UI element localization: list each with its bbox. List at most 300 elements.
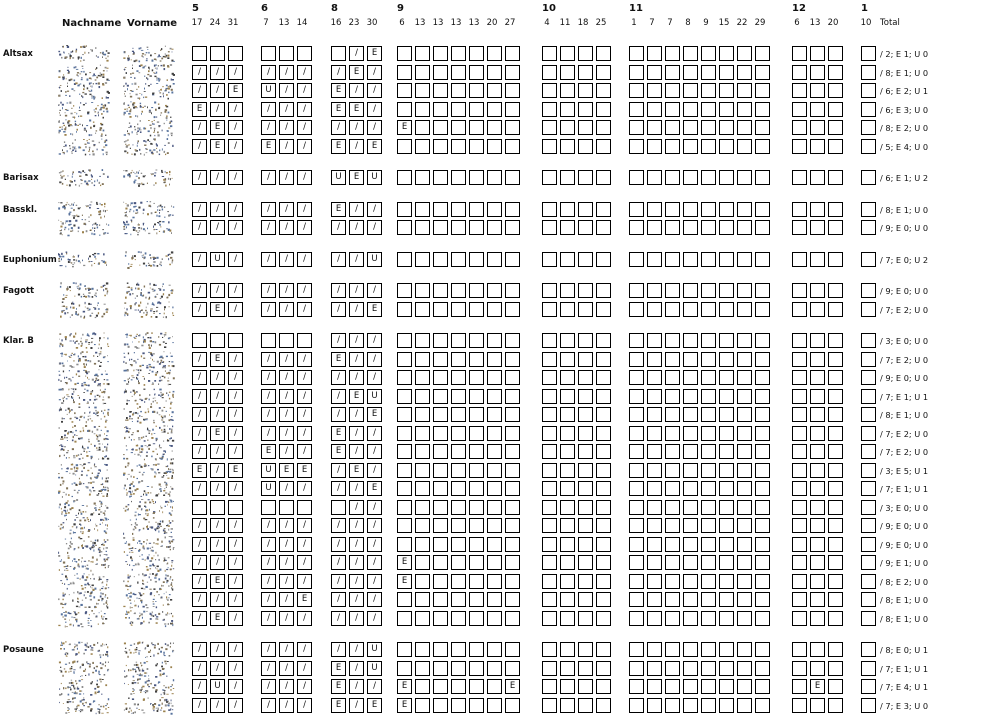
attendance-cell[interactable] bbox=[397, 481, 412, 496]
attendance-cell[interactable] bbox=[665, 283, 680, 298]
attendance-cell[interactable] bbox=[792, 46, 807, 61]
attendance-cell[interactable] bbox=[861, 698, 876, 713]
attendance-cell[interactable] bbox=[792, 444, 807, 459]
attendance-cell[interactable]: E bbox=[367, 407, 382, 422]
attendance-cell[interactable] bbox=[701, 555, 716, 570]
attendance-cell[interactable] bbox=[755, 500, 770, 515]
attendance-cell[interactable] bbox=[415, 698, 430, 713]
attendance-cell[interactable]: / bbox=[192, 252, 207, 267]
attendance-cell[interactable] bbox=[737, 370, 752, 385]
attendance-cell[interactable] bbox=[701, 139, 716, 154]
attendance-cell[interactable] bbox=[755, 407, 770, 422]
attendance-cell[interactable] bbox=[665, 574, 680, 589]
attendance-cell[interactable] bbox=[647, 611, 662, 626]
attendance-cell[interactable] bbox=[433, 574, 448, 589]
attendance-cell[interactable] bbox=[629, 352, 644, 367]
attendance-cell[interactable] bbox=[578, 170, 593, 185]
attendance-cell[interactable]: / bbox=[279, 370, 294, 385]
attendance-cell[interactable]: / bbox=[331, 518, 346, 533]
attendance-cell[interactable] bbox=[596, 463, 611, 478]
attendance-cell[interactable]: / bbox=[228, 170, 243, 185]
attendance-cell[interactable] bbox=[647, 302, 662, 317]
attendance-cell[interactable]: E bbox=[228, 463, 243, 478]
attendance-cell[interactable] bbox=[719, 611, 734, 626]
attendance-cell[interactable] bbox=[737, 611, 752, 626]
attendance-cell[interactable] bbox=[828, 352, 843, 367]
attendance-cell[interactable] bbox=[810, 283, 825, 298]
attendance-cell[interactable] bbox=[578, 46, 593, 61]
attendance-cell[interactable] bbox=[415, 679, 430, 694]
attendance-cell[interactable] bbox=[701, 679, 716, 694]
attendance-cell[interactable]: E bbox=[210, 139, 225, 154]
attendance-cell[interactable] bbox=[629, 83, 644, 98]
attendance-cell[interactable]: / bbox=[261, 426, 276, 441]
attendance-cell[interactable] bbox=[719, 352, 734, 367]
attendance-cell[interactable]: / bbox=[349, 252, 364, 267]
attendance-cell[interactable] bbox=[665, 444, 680, 459]
attendance-cell[interactable] bbox=[792, 352, 807, 367]
attendance-cell[interactable]: / bbox=[210, 661, 225, 676]
attendance-cell[interactable] bbox=[469, 481, 484, 496]
attendance-cell[interactable] bbox=[505, 592, 520, 607]
attendance-cell[interactable] bbox=[629, 537, 644, 552]
attendance-cell[interactable]: / bbox=[279, 302, 294, 317]
attendance-cell[interactable]: / bbox=[331, 407, 346, 422]
attendance-cell[interactable] bbox=[719, 592, 734, 607]
attendance-cell[interactable] bbox=[737, 500, 752, 515]
attendance-cell[interactable] bbox=[505, 389, 520, 404]
attendance-cell[interactable] bbox=[792, 426, 807, 441]
attendance-cell[interactable] bbox=[792, 139, 807, 154]
attendance-cell[interactable]: / bbox=[367, 555, 382, 570]
attendance-cell[interactable] bbox=[719, 252, 734, 267]
attendance-cell[interactable] bbox=[210, 500, 225, 515]
attendance-cell[interactable] bbox=[451, 661, 466, 676]
attendance-cell[interactable]: / bbox=[210, 444, 225, 459]
attendance-cell[interactable] bbox=[433, 537, 448, 552]
attendance-cell[interactable]: / bbox=[192, 481, 207, 496]
attendance-cell[interactable] bbox=[701, 333, 716, 348]
attendance-cell[interactable]: / bbox=[279, 679, 294, 694]
attendance-cell[interactable] bbox=[560, 102, 575, 117]
attendance-cell[interactable] bbox=[792, 642, 807, 657]
attendance-cell[interactable] bbox=[596, 83, 611, 98]
attendance-cell[interactable] bbox=[578, 302, 593, 317]
attendance-cell[interactable]: / bbox=[210, 642, 225, 657]
attendance-cell[interactable] bbox=[596, 252, 611, 267]
attendance-cell[interactable] bbox=[505, 252, 520, 267]
attendance-cell[interactable]: E bbox=[367, 481, 382, 496]
attendance-cell[interactable] bbox=[578, 555, 593, 570]
attendance-cell[interactable] bbox=[578, 611, 593, 626]
attendance-cell[interactable] bbox=[487, 252, 502, 267]
attendance-cell[interactable] bbox=[792, 333, 807, 348]
attendance-cell[interactable] bbox=[719, 698, 734, 713]
attendance-cell[interactable] bbox=[665, 370, 680, 385]
attendance-cell[interactable] bbox=[578, 120, 593, 135]
attendance-cell[interactable] bbox=[505, 302, 520, 317]
attendance-cell[interactable]: / bbox=[192, 698, 207, 713]
attendance-cell[interactable] bbox=[683, 352, 698, 367]
attendance-cell[interactable] bbox=[665, 333, 680, 348]
attendance-cell[interactable] bbox=[810, 698, 825, 713]
attendance-cell[interactable] bbox=[701, 444, 716, 459]
attendance-cell[interactable] bbox=[596, 574, 611, 589]
attendance-cell[interactable]: / bbox=[279, 642, 294, 657]
attendance-cell[interactable] bbox=[755, 139, 770, 154]
attendance-cell[interactable] bbox=[560, 170, 575, 185]
attendance-cell[interactable]: U bbox=[261, 463, 276, 478]
attendance-cell[interactable] bbox=[665, 139, 680, 154]
attendance-cell[interactable] bbox=[629, 555, 644, 570]
attendance-cell[interactable] bbox=[433, 46, 448, 61]
attendance-cell[interactable] bbox=[629, 463, 644, 478]
attendance-cell[interactable] bbox=[596, 698, 611, 713]
attendance-cell[interactable] bbox=[861, 46, 876, 61]
attendance-cell[interactable] bbox=[451, 518, 466, 533]
attendance-cell[interactable] bbox=[542, 170, 557, 185]
attendance-cell[interactable] bbox=[469, 555, 484, 570]
attendance-cell[interactable] bbox=[665, 170, 680, 185]
attendance-cell[interactable] bbox=[683, 252, 698, 267]
attendance-cell[interactable] bbox=[810, 463, 825, 478]
attendance-cell[interactable] bbox=[737, 220, 752, 235]
attendance-cell[interactable] bbox=[665, 642, 680, 657]
attendance-cell[interactable] bbox=[433, 389, 448, 404]
attendance-cell[interactable]: / bbox=[261, 283, 276, 298]
attendance-cell[interactable] bbox=[629, 481, 644, 496]
attendance-cell[interactable] bbox=[560, 65, 575, 80]
attendance-cell[interactable] bbox=[469, 537, 484, 552]
attendance-cell[interactable] bbox=[505, 370, 520, 385]
attendance-cell[interactable]: / bbox=[367, 202, 382, 217]
attendance-cell[interactable] bbox=[701, 407, 716, 422]
attendance-cell[interactable] bbox=[469, 170, 484, 185]
attendance-cell[interactable]: / bbox=[261, 574, 276, 589]
attendance-cell[interactable] bbox=[792, 698, 807, 713]
attendance-cell[interactable]: / bbox=[192, 139, 207, 154]
attendance-cell[interactable] bbox=[397, 170, 412, 185]
attendance-cell[interactable]: E bbox=[331, 352, 346, 367]
attendance-cell[interactable] bbox=[397, 463, 412, 478]
attendance-cell[interactable]: / bbox=[261, 407, 276, 422]
attendance-cell[interactable] bbox=[647, 283, 662, 298]
attendance-cell[interactable] bbox=[701, 481, 716, 496]
attendance-cell[interactable] bbox=[861, 283, 876, 298]
attendance-cell[interactable] bbox=[397, 389, 412, 404]
attendance-cell[interactable] bbox=[719, 202, 734, 217]
attendance-cell[interactable]: / bbox=[261, 102, 276, 117]
attendance-cell[interactable] bbox=[828, 679, 843, 694]
attendance-cell[interactable]: / bbox=[279, 537, 294, 552]
attendance-cell[interactable] bbox=[505, 574, 520, 589]
attendance-cell[interactable] bbox=[415, 444, 430, 459]
attendance-cell[interactable]: / bbox=[367, 283, 382, 298]
attendance-cell[interactable]: / bbox=[192, 302, 207, 317]
attendance-cell[interactable] bbox=[647, 661, 662, 676]
attendance-cell[interactable] bbox=[451, 283, 466, 298]
attendance-cell[interactable]: E bbox=[331, 83, 346, 98]
attendance-cell[interactable] bbox=[451, 170, 466, 185]
attendance-cell[interactable] bbox=[560, 426, 575, 441]
attendance-cell[interactable]: / bbox=[192, 592, 207, 607]
attendance-cell[interactable] bbox=[665, 555, 680, 570]
attendance-cell[interactable] bbox=[578, 220, 593, 235]
attendance-cell[interactable] bbox=[861, 500, 876, 515]
attendance-cell[interactable]: / bbox=[279, 252, 294, 267]
attendance-cell[interactable] bbox=[828, 537, 843, 552]
attendance-cell[interactable] bbox=[542, 102, 557, 117]
attendance-cell[interactable] bbox=[578, 642, 593, 657]
attendance-cell[interactable] bbox=[737, 574, 752, 589]
attendance-cell[interactable] bbox=[665, 120, 680, 135]
attendance-cell[interactable] bbox=[596, 202, 611, 217]
attendance-cell[interactable]: / bbox=[192, 518, 207, 533]
attendance-cell[interactable] bbox=[792, 283, 807, 298]
attendance-cell[interactable] bbox=[719, 679, 734, 694]
attendance-cell[interactable] bbox=[542, 283, 557, 298]
attendance-cell[interactable] bbox=[629, 333, 644, 348]
attendance-cell[interactable] bbox=[755, 120, 770, 135]
attendance-cell[interactable] bbox=[629, 302, 644, 317]
attendance-cell[interactable] bbox=[755, 518, 770, 533]
attendance-cell[interactable]: E bbox=[297, 463, 312, 478]
attendance-cell[interactable]: / bbox=[349, 139, 364, 154]
attendance-cell[interactable] bbox=[560, 611, 575, 626]
attendance-cell[interactable] bbox=[433, 463, 448, 478]
attendance-cell[interactable] bbox=[683, 463, 698, 478]
attendance-cell[interactable] bbox=[469, 120, 484, 135]
attendance-cell[interactable] bbox=[737, 463, 752, 478]
attendance-cell[interactable]: / bbox=[279, 426, 294, 441]
attendance-cell[interactable] bbox=[433, 518, 448, 533]
attendance-cell[interactable] bbox=[665, 389, 680, 404]
attendance-cell[interactable] bbox=[469, 370, 484, 385]
attendance-cell[interactable]: / bbox=[279, 83, 294, 98]
attendance-cell[interactable]: / bbox=[297, 283, 312, 298]
attendance-cell[interactable] bbox=[755, 283, 770, 298]
attendance-cell[interactable] bbox=[665, 46, 680, 61]
attendance-cell[interactable] bbox=[828, 252, 843, 267]
attendance-cell[interactable] bbox=[665, 83, 680, 98]
attendance-cell[interactable]: U bbox=[367, 252, 382, 267]
attendance-cell[interactable] bbox=[228, 46, 243, 61]
attendance-cell[interactable] bbox=[505, 220, 520, 235]
attendance-cell[interactable] bbox=[415, 389, 430, 404]
attendance-cell[interactable] bbox=[505, 65, 520, 80]
attendance-cell[interactable] bbox=[719, 444, 734, 459]
attendance-cell[interactable] bbox=[578, 102, 593, 117]
attendance-cell[interactable] bbox=[505, 661, 520, 676]
attendance-cell[interactable] bbox=[737, 642, 752, 657]
attendance-cell[interactable]: E bbox=[367, 302, 382, 317]
attendance-cell[interactable]: / bbox=[297, 102, 312, 117]
attendance-cell[interactable] bbox=[560, 592, 575, 607]
attendance-cell[interactable]: / bbox=[297, 120, 312, 135]
attendance-cell[interactable] bbox=[451, 83, 466, 98]
attendance-cell[interactable] bbox=[415, 592, 430, 607]
attendance-cell[interactable] bbox=[469, 698, 484, 713]
attendance-cell[interactable] bbox=[542, 426, 557, 441]
attendance-cell[interactable] bbox=[629, 444, 644, 459]
attendance-cell[interactable] bbox=[719, 518, 734, 533]
attendance-cell[interactable]: / bbox=[210, 389, 225, 404]
attendance-cell[interactable] bbox=[647, 333, 662, 348]
attendance-cell[interactable] bbox=[542, 407, 557, 422]
attendance-cell[interactable] bbox=[397, 426, 412, 441]
attendance-cell[interactable]: / bbox=[228, 202, 243, 217]
attendance-cell[interactable]: / bbox=[228, 518, 243, 533]
attendance-cell[interactable] bbox=[560, 481, 575, 496]
attendance-cell[interactable]: E bbox=[349, 463, 364, 478]
attendance-cell[interactable]: / bbox=[210, 283, 225, 298]
attendance-cell[interactable] bbox=[792, 202, 807, 217]
attendance-cell[interactable]: / bbox=[228, 679, 243, 694]
attendance-cell[interactable] bbox=[451, 555, 466, 570]
attendance-cell[interactable] bbox=[578, 698, 593, 713]
attendance-cell[interactable] bbox=[683, 642, 698, 657]
attendance-cell[interactable] bbox=[560, 407, 575, 422]
attendance-cell[interactable] bbox=[861, 65, 876, 80]
attendance-cell[interactable]: / bbox=[297, 481, 312, 496]
attendance-cell[interactable] bbox=[578, 283, 593, 298]
attendance-cell[interactable] bbox=[505, 120, 520, 135]
attendance-cell[interactable] bbox=[542, 252, 557, 267]
attendance-cell[interactable] bbox=[279, 46, 294, 61]
attendance-cell[interactable]: / bbox=[228, 389, 243, 404]
attendance-cell[interactable]: / bbox=[331, 283, 346, 298]
attendance-cell[interactable] bbox=[861, 518, 876, 533]
attendance-cell[interactable]: / bbox=[297, 518, 312, 533]
attendance-cell[interactable] bbox=[596, 352, 611, 367]
attendance-cell[interactable] bbox=[451, 463, 466, 478]
attendance-cell[interactable] bbox=[451, 698, 466, 713]
attendance-cell[interactable]: / bbox=[228, 302, 243, 317]
attendance-cell[interactable] bbox=[719, 537, 734, 552]
attendance-cell[interactable] bbox=[451, 252, 466, 267]
attendance-cell[interactable]: E bbox=[349, 170, 364, 185]
attendance-cell[interactable]: / bbox=[210, 102, 225, 117]
attendance-cell[interactable] bbox=[755, 302, 770, 317]
attendance-cell[interactable] bbox=[810, 252, 825, 267]
attendance-cell[interactable] bbox=[755, 83, 770, 98]
attendance-cell[interactable]: / bbox=[210, 370, 225, 385]
attendance-cell[interactable] bbox=[487, 202, 502, 217]
attendance-cell[interactable]: / bbox=[192, 444, 207, 459]
attendance-cell[interactable] bbox=[415, 500, 430, 515]
attendance-cell[interactable] bbox=[683, 102, 698, 117]
attendance-cell[interactable] bbox=[719, 642, 734, 657]
attendance-cell[interactable] bbox=[451, 407, 466, 422]
attendance-cell[interactable] bbox=[810, 170, 825, 185]
attendance-cell[interactable] bbox=[433, 170, 448, 185]
attendance-cell[interactable]: / bbox=[331, 370, 346, 385]
attendance-cell[interactable] bbox=[792, 611, 807, 626]
attendance-cell[interactable] bbox=[792, 407, 807, 422]
attendance-cell[interactable]: / bbox=[261, 352, 276, 367]
attendance-cell[interactable] bbox=[487, 518, 502, 533]
attendance-cell[interactable]: / bbox=[279, 170, 294, 185]
attendance-cell[interactable] bbox=[487, 170, 502, 185]
attendance-cell[interactable] bbox=[701, 698, 716, 713]
attendance-cell[interactable]: / bbox=[331, 555, 346, 570]
attendance-cell[interactable] bbox=[542, 592, 557, 607]
attendance-cell[interactable] bbox=[737, 170, 752, 185]
attendance-cell[interactable] bbox=[469, 611, 484, 626]
attendance-cell[interactable] bbox=[560, 679, 575, 694]
attendance-cell[interactable] bbox=[828, 102, 843, 117]
attendance-cell[interactable] bbox=[737, 83, 752, 98]
attendance-cell[interactable] bbox=[665, 679, 680, 694]
attendance-cell[interactable] bbox=[415, 220, 430, 235]
attendance-cell[interactable] bbox=[542, 220, 557, 235]
attendance-cell[interactable] bbox=[792, 102, 807, 117]
attendance-cell[interactable] bbox=[629, 139, 644, 154]
attendance-cell[interactable] bbox=[415, 65, 430, 80]
attendance-cell[interactable] bbox=[701, 302, 716, 317]
attendance-cell[interactable] bbox=[542, 83, 557, 98]
attendance-cell[interactable] bbox=[397, 642, 412, 657]
attendance-cell[interactable] bbox=[469, 252, 484, 267]
attendance-cell[interactable] bbox=[828, 698, 843, 713]
attendance-cell[interactable] bbox=[629, 407, 644, 422]
attendance-cell[interactable] bbox=[469, 592, 484, 607]
attendance-cell[interactable] bbox=[719, 389, 734, 404]
attendance-cell[interactable]: / bbox=[261, 252, 276, 267]
attendance-cell[interactable] bbox=[792, 463, 807, 478]
attendance-cell[interactable]: / bbox=[297, 698, 312, 713]
attendance-cell[interactable] bbox=[861, 611, 876, 626]
attendance-cell[interactable] bbox=[737, 302, 752, 317]
attendance-cell[interactable] bbox=[469, 463, 484, 478]
attendance-cell[interactable] bbox=[861, 679, 876, 694]
attendance-cell[interactable] bbox=[701, 220, 716, 235]
attendance-cell[interactable] bbox=[505, 102, 520, 117]
attendance-cell[interactable] bbox=[487, 592, 502, 607]
attendance-cell[interactable] bbox=[647, 202, 662, 217]
attendance-cell[interactable]: / bbox=[210, 518, 225, 533]
attendance-cell[interactable] bbox=[505, 333, 520, 348]
attendance-cell[interactable]: / bbox=[279, 120, 294, 135]
attendance-cell[interactable]: / bbox=[279, 574, 294, 589]
attendance-cell[interactable] bbox=[665, 537, 680, 552]
attendance-cell[interactable] bbox=[665, 698, 680, 713]
attendance-cell[interactable] bbox=[737, 202, 752, 217]
attendance-cell[interactable] bbox=[755, 426, 770, 441]
attendance-cell[interactable] bbox=[578, 500, 593, 515]
attendance-cell[interactable] bbox=[719, 407, 734, 422]
attendance-cell[interactable]: / bbox=[367, 120, 382, 135]
attendance-cell[interactable] bbox=[755, 661, 770, 676]
attendance-cell[interactable]: / bbox=[261, 537, 276, 552]
attendance-cell[interactable] bbox=[683, 426, 698, 441]
attendance-cell[interactable] bbox=[451, 102, 466, 117]
attendance-cell[interactable] bbox=[505, 555, 520, 570]
attendance-cell[interactable] bbox=[683, 46, 698, 61]
attendance-cell[interactable]: / bbox=[261, 170, 276, 185]
attendance-cell[interactable] bbox=[578, 352, 593, 367]
attendance-cell[interactable] bbox=[487, 407, 502, 422]
attendance-cell[interactable]: / bbox=[261, 389, 276, 404]
attendance-cell[interactable] bbox=[810, 139, 825, 154]
attendance-cell[interactable] bbox=[629, 611, 644, 626]
attendance-cell[interactable] bbox=[719, 426, 734, 441]
attendance-cell[interactable]: / bbox=[192, 642, 207, 657]
attendance-cell[interactable] bbox=[701, 463, 716, 478]
attendance-cell[interactable] bbox=[415, 661, 430, 676]
attendance-cell[interactable] bbox=[451, 481, 466, 496]
attendance-cell[interactable]: / bbox=[367, 220, 382, 235]
